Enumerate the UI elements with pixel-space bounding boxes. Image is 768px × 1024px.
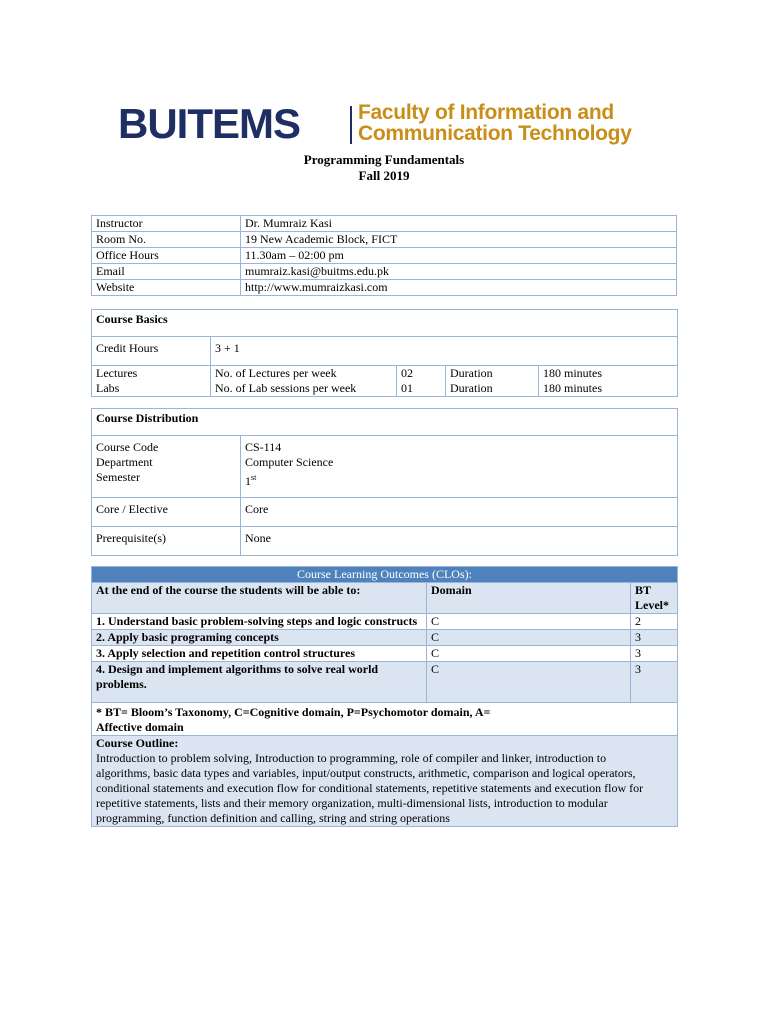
clo-domain: C [427,614,631,630]
instructor-table [91,215,677,296]
prerequisite-value: None [241,527,678,556]
logo-wordmark: BUITEMS [118,100,300,147]
semester-suffix: st [251,473,257,482]
table-row [92,662,678,703]
clo-text: 3. Apply selection and repetition control structures [92,646,427,662]
labs-desc: No. of Lab sessions per week [211,381,397,397]
info-label: Office Hours [92,248,241,264]
table-row [92,232,677,248]
clo-bt-level: 3 [631,662,678,703]
clo-table [91,566,678,827]
table-row [92,703,678,736]
logo-divider [350,106,352,144]
table-row [92,614,678,630]
distribution-values [241,436,678,498]
info-label: Email [92,264,241,280]
clo-bt-level: 2 [631,614,678,630]
clo-bt-level: 3 [631,630,678,646]
table-row [92,264,677,280]
logo-faculty-line2: Communication Technology [358,122,632,145]
info-value: Dr. Mumraiz Kasi [241,216,677,232]
semester-number: 1 [245,474,251,488]
info-label: Room No. [92,232,241,248]
table-row [92,409,678,436]
table-row [92,498,678,527]
clo-domain: C [427,646,631,662]
info-value: http://www.mumraizkasi.com [241,280,677,296]
table-row [92,216,677,232]
table-row [92,583,678,614]
labs-count: 01 [397,381,446,397]
clo-outcome-header: At the end of the course the students will be able to: [92,583,427,614]
info-value: mumraiz.kasi@buitms.edu.pk [241,264,677,280]
info-label: Instructor [92,216,241,232]
credit-hours-label: Credit Hours [92,337,211,366]
table-row [92,366,678,382]
clo-bt-level: 3 [631,646,678,662]
lectures-duration-value: 180 minutes [539,366,678,382]
clo-heading: Course Learning Outcomes (CLOs): [92,567,678,583]
clo-footnote [92,703,678,736]
course-basics-table [91,309,678,397]
course-title: Programming Fundamentals [303,152,465,167]
section-heading: Course Basics [92,310,678,337]
core-elective-label: Core / Elective [92,498,241,527]
outline-text: Introduction to problem solving, Introduction to programming, role of compiler and linker, introduction to algorithms, basic data types and variables, input/output constructs, arithmetic, comparison and logical operators, conditional statements and execution flow for conditional statements, repetitive statements and execution flow for repetitive statements, lists and their memory organization, multi-dimensional lists, introduction to modular programming, function definition and calling, string and string operations [96,751,644,825]
table-row [92,337,678,366]
table-row [92,630,678,646]
table-row [92,736,678,827]
logo-faculty-line1: Faculty of Information and [358,101,614,124]
clo-text: 4. Design and implement algorithms to solve real world problems. [92,662,427,703]
table-row [92,248,677,264]
lectures-duration-label: Duration [446,366,539,382]
distribution-labels [92,436,241,498]
lectures-label: Lectures [92,366,211,382]
document-title [0,152,768,184]
lectures-count: 02 [397,366,446,382]
bt-footnote: * BT= Bloom’s Taxonomy, C=Cognitive domain, P=Psychomotor domain, A= Affective domain [96,705,491,734]
clo-bt-header: BT Level* [631,583,678,614]
labs-duration-value: 180 minutes [539,381,678,397]
prerequisite-label: Prerequisite(s) [92,527,241,556]
credit-hours-value: 3 + 1 [211,337,678,366]
course-code-label: Course Code [96,440,159,454]
buitems-logo [118,100,658,152]
clo-domain: C [427,662,631,703]
clo-domain: C [427,630,631,646]
core-elective-value: Core [241,498,678,527]
table-row [92,527,678,556]
department-value: Computer Science [245,455,334,469]
course-distribution-table [91,408,678,556]
info-value: 11.30am – 02:00 pm [241,248,677,264]
section-heading: Course Distribution [92,409,678,436]
course-code-value: CS-114 [245,440,282,454]
semester-label: Semester [96,470,140,484]
department-label: Department [96,455,153,469]
semester-value [245,470,673,489]
logo-faculty [358,102,632,144]
course-outline [92,736,678,827]
info-value: 19 New Academic Block, FICT [241,232,677,248]
table-row [92,381,678,397]
term-title: Fall 2019 [358,168,410,183]
table-row [92,280,677,296]
table-row [92,310,678,337]
outline-heading: Course Outline: [96,736,179,750]
clo-domain-header: Domain [427,583,631,614]
table-row [92,646,678,662]
clo-text: 2. Apply basic programing concepts [92,630,427,646]
clo-text: 1. Understand basic problem-solving steps and logic constructs [92,614,427,630]
labs-label: Labs [92,381,211,397]
table-row [92,436,678,498]
labs-duration-label: Duration [446,381,539,397]
lectures-desc: No. of Lectures per week [211,366,397,382]
table-row [92,567,678,583]
info-label: Website [92,280,241,296]
